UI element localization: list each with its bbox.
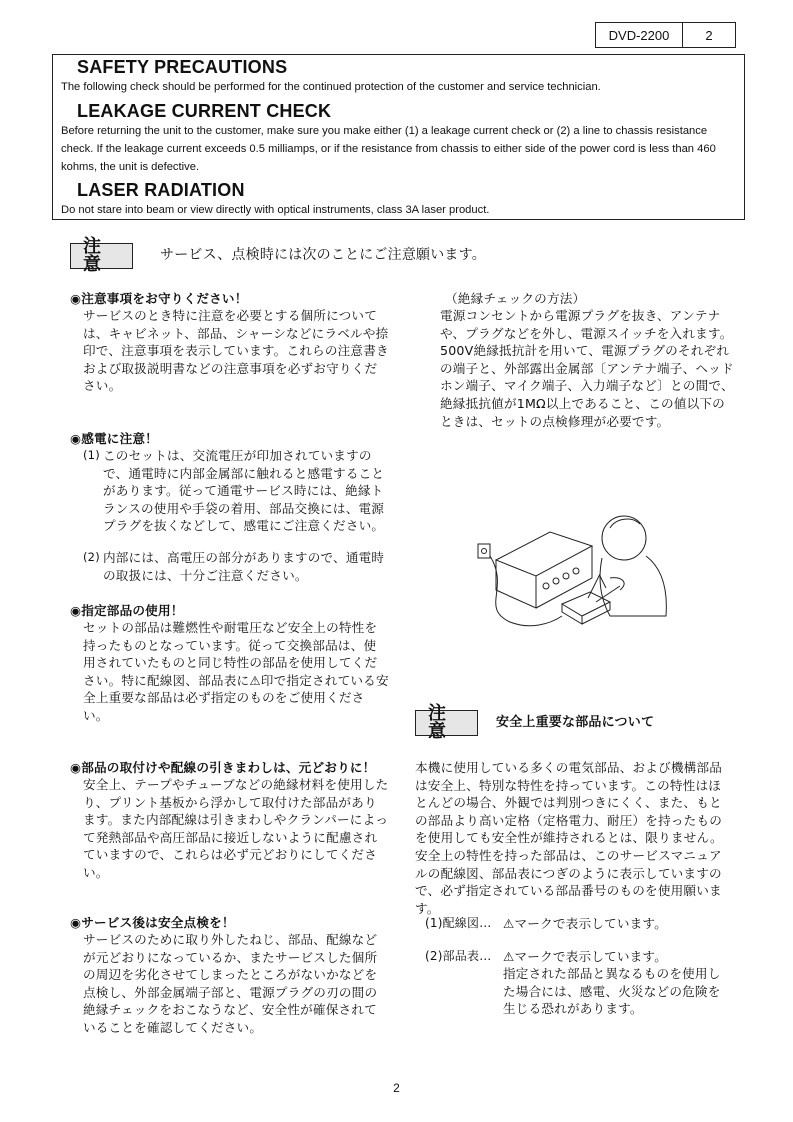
header-page-number: 2 <box>705 27 713 43</box>
important-item-2-text: ⚠マークで表示しています。 <box>503 949 668 964</box>
caution-badge-important: 注意 <box>415 710 478 736</box>
device-box <box>496 532 592 576</box>
important-item-1-text: ⚠マークで表示しています。 <box>503 916 668 931</box>
insulation-check-illustration <box>470 498 670 638</box>
technician-figure <box>602 516 646 560</box>
tester-meter <box>562 592 610 616</box>
section-text-observe: サービスのとき特に注意を必要とする個所については、キャビネット、部品、シャーシなどにラベルや捺印で、注意事項を表示しています。これらの注意書きおよび取扱説明書などの注意事項を必ずお守りください。 <box>83 308 389 394</box>
important-parts-text: 本機に使用している多くの電気部品、および機構部品は安全上、特別な特性を持っています。この特性はほとんどの場合、外観では判別つきにくく、また、もとの部品より高い定格（定格電力、耐圧）を持ったものを使用しても安全性が維持されるとは、限りません。安全上の特性を持った部品は、このサービスマニュアルの配線図、部品表につぎのように表示していますので、必ず指定されている部品番号のものを使用願います。 <box>415 760 723 916</box>
shock-item-2-text: 内部には、高電圧の部分がありますので、通電時の取扱には、十分ご注意ください。 <box>103 550 385 583</box>
safety-precautions-title: SAFETY PRECAUTIONS <box>77 57 288 77</box>
important-item-2 <box>425 948 667 966</box>
laser-radiation-text: Do not stare into beam or view directly with optical instruments, class 3A laser product. <box>61 204 490 216</box>
model-number: DVD-2200 <box>596 23 683 47</box>
section-heading-parts: ◉指定部品の使用！ <box>70 603 184 618</box>
shock-item-1 <box>83 447 389 535</box>
insulation-text: 電源コンセントから電源プラグを抜き、アンテナや、プラグなどを外し、電源スイッチを入れます。500V絶縁抵抗計を用いて、電源プラグのそれぞれの端子と、外部露出金属部〔アンテナ端子、ヘッドホン端子、マイク端子、入力端子など〕との間で、絶縁抵抗値が1MΩ以上であること、この値以下のときは、セットの点検修理が必要です。 <box>440 308 734 429</box>
section-heading-inspection: ◉サービス後は安全点検を！ <box>70 915 235 930</box>
important-item-2-note: 指定された部品と異なるものを使用した場合には、感電、火災などの危険を生じる恐れがあります。 <box>503 966 721 1017</box>
important-item-1 <box>425 915 667 933</box>
insulation-heading: （絶縁チェックの方法） <box>445 291 586 306</box>
important-item-2-label: (2)部品表… <box>425 949 492 963</box>
section-text-inspection: サービスのために取り外したねじ、部品、配線などが元どおりになっているか、またサービスした個所の周辺を劣化させてしまったところがないかなどを点検し、外部金属端子部と、電源プラグの刃の間の絶縁チェックをおこなうなど、安全性が確保されていることを確認してください。 <box>83 932 378 1035</box>
shock-item-2 <box>83 549 389 584</box>
shock-item-1-number: (1) <box>83 448 100 462</box>
section-text-parts: セットの部品は難燃性や耐電圧など安全上の特性を持ったものとなっています。従って交換部品は、使用されていたものと同じ特性の部品を使用してください。特に配線図、部品表に⚠印で指定されている安全上重要な部品は必ず指定のものをご使用ください。 <box>83 620 389 723</box>
safety-precautions-text: The following check should be performed for the continued protection of the customer and service technician. <box>61 81 601 93</box>
important-parts-title: 安全上重要な部品について <box>496 715 655 730</box>
shock-item-1-text: このセットは、交流電圧が印加されていますので、通電時に内部金属部に触れると感電することがあります。従って通電サービス時には、絶縁トランスの使用や手袋の着用、部品交換には、電源プラグを抜くなどして、感電にご注意ください。 <box>103 448 385 534</box>
section-text-wiring: 安全上、テープやチューブなどの絶縁材料を使用したり、プリント基板から浮かして取付けた部品があります。また内部配線は引きまわしやクランパーによって発熱部品や高圧部品に接近しないように配慮されていますので、これらは必ず元どおりにしてください。 <box>83 777 389 880</box>
important-item-1-label: (1)配線図… <box>425 916 492 930</box>
leakage-current-title: LEAKAGE CURRENT CHECK <box>77 101 332 121</box>
header-box <box>595 22 736 48</box>
section-heading-observe: ◉注意事項をお守りください！ <box>70 291 248 306</box>
section-heading-shock: ◉感電に注意！ <box>70 431 158 446</box>
section-heading-wiring: ◉部品の取付けや配線の引きまわしは、元どおりに！ <box>70 760 376 775</box>
wall-outlet-icon <box>478 544 490 558</box>
caution-main-title: サービス、点検時には次のことにご注意願います。 <box>160 247 486 263</box>
footer-page-number: 2 <box>393 1081 400 1095</box>
shock-item-2-number: (2) <box>83 550 100 564</box>
english-safety-box <box>52 54 745 220</box>
caution-badge-main: 注意 <box>70 243 133 269</box>
laser-radiation-title: LASER RADIATION <box>77 180 245 200</box>
leakage-current-text: Before returning the unit to the customer, make sure you make either (1) a leakage current check or (2) a line to chassis resistance check. If the leakage current exceeds 0.5 milliamps, or if the resistance from chassis to either side of the power cord is less than 460 kohms, the unit is defective. <box>61 125 716 173</box>
